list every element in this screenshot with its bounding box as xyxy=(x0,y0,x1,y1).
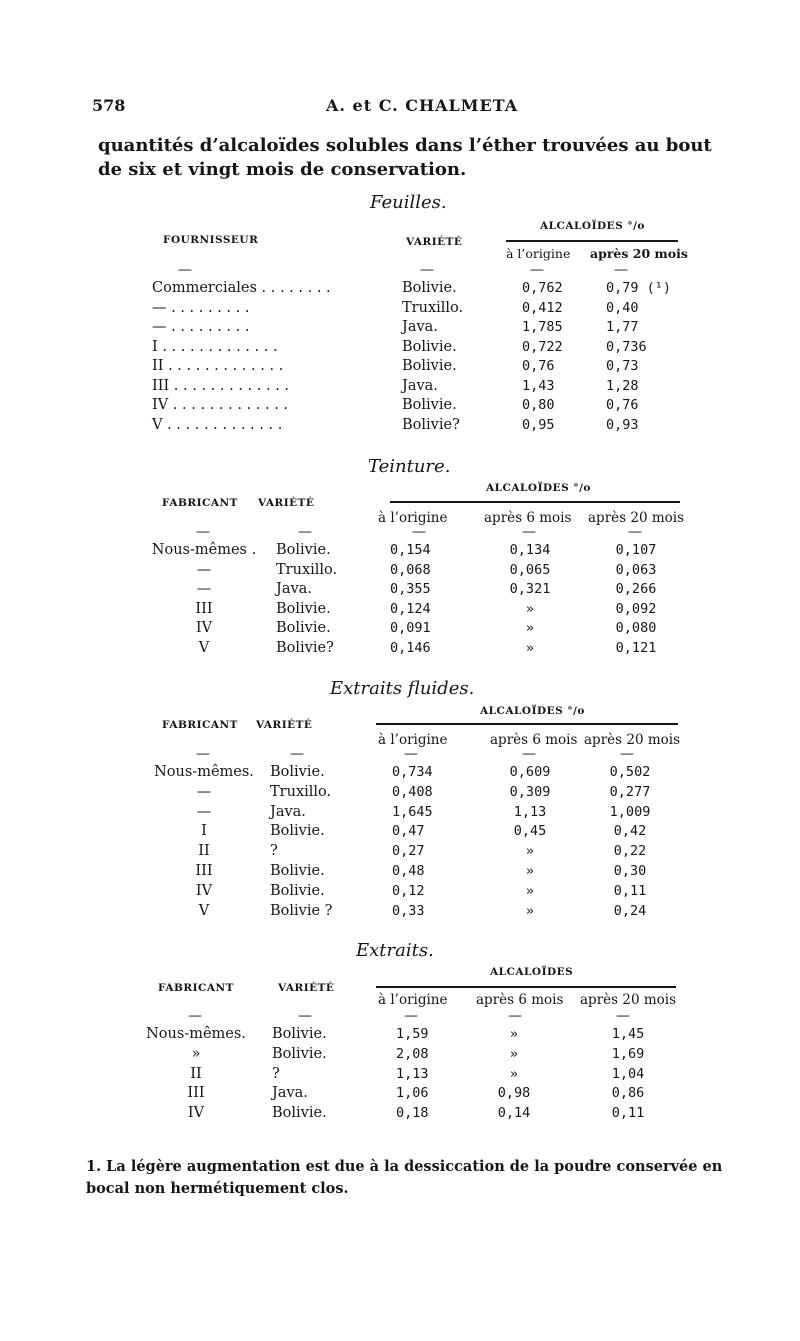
extraits-cell-origine: 1,06 xyxy=(396,1085,429,1102)
extraits-dash: — xyxy=(508,1008,522,1024)
extraits-cell-name: Nous-mêmes. xyxy=(146,1026,246,1042)
running-title: A. et C. CHALMETA xyxy=(326,96,519,115)
extraits-fluides-cell-m20: 1,009 xyxy=(609,803,651,820)
feuilles-cell-m20: 0,93 xyxy=(606,416,639,433)
extraits-col-variete: VARIÉTÉ xyxy=(278,982,335,994)
extraits-fluides-col-fabricant: FABRICANT xyxy=(162,719,238,731)
feuilles-cell-variete: Java. xyxy=(402,377,438,394)
extraits-fluides-cell-origine: 0,27 xyxy=(392,843,425,860)
teinture-cell-m6: 0,065 xyxy=(509,561,551,578)
teinture-dash: — xyxy=(412,524,426,540)
teinture-cell-variete: Bolivie. xyxy=(276,620,331,637)
extraits-cell-origine: 0,18 xyxy=(396,1105,429,1122)
feuilles-cell-variete: Java. xyxy=(402,319,438,335)
feuilles-cell-name: — . . . . . . . . . xyxy=(152,299,250,316)
extraits-fluides-cell-m20: 0,11 xyxy=(613,882,647,899)
extraits-dash: — xyxy=(298,1008,312,1024)
teinture-cell-origine: 0,154 xyxy=(390,542,431,558)
feuilles-cell-m20: 0,79 (¹) xyxy=(606,280,672,296)
feuilles-col-fournisseur: FOURNISSEUR xyxy=(163,234,259,246)
teinture-cell-m6: » xyxy=(525,640,535,656)
extraits-group-header: ALCALOÏDES xyxy=(490,966,574,978)
feuilles-cell-variete: Bolivie. xyxy=(402,358,457,374)
extraits-fluides-cell-name: — xyxy=(196,783,212,800)
teinture-cell-m6: 0,321 xyxy=(509,581,551,598)
teinture-cell-m6: 0,134 xyxy=(509,542,551,558)
extraits-fluides-cell-name: IV xyxy=(195,882,213,899)
extraits-fluides-sub-origine: à l’origine xyxy=(378,732,448,748)
teinture-cell-m20: 0,266 xyxy=(615,581,657,598)
feuilles-cell-name: IV . . . . . . . . . . . . . xyxy=(152,397,289,413)
extraits-cell-m6: » xyxy=(509,1045,519,1062)
extraits-fluides-cell-variete: Java. xyxy=(270,803,306,820)
extraits-dash: — xyxy=(188,1008,202,1024)
teinture-dash: — xyxy=(196,524,210,540)
extraits-fluides-cell-m6: 0,45 xyxy=(513,823,547,840)
extraits-fluides-col-variete: VARIÉTÉ xyxy=(256,719,313,731)
feuilles-cell-variete: Bolivie. xyxy=(402,397,457,413)
extraits-fluides-cell-origine: 0,734 xyxy=(392,764,433,780)
extraits-dash: — xyxy=(616,1008,630,1024)
extraits-fluides-cell-m6: » xyxy=(525,902,535,919)
teinture-dash: — xyxy=(628,524,642,540)
extraits-cell-name: IV xyxy=(187,1105,205,1122)
extraits-cell-m20: 0,11 xyxy=(611,1105,645,1122)
teinture-sub-20: après 20 mois xyxy=(588,510,684,526)
extraits-sub-20: après 20 mois xyxy=(580,992,676,1008)
teinture-cell-name: IV xyxy=(195,620,213,637)
extraits-cell-m20: 1,69 xyxy=(611,1045,645,1062)
teinture-title: Teinture. xyxy=(368,456,451,477)
extraits-fluides-cell-origine: 1,645 xyxy=(392,803,433,820)
extraits-fluides-title: Extraits fluides. xyxy=(330,678,475,699)
teinture-sub-origine: à l’origine xyxy=(378,510,448,526)
feuilles-cell-origine: 0,722 xyxy=(522,338,563,355)
intro-paragraph: quantités d’alcaloïdes solubles dans l’éther trouvées au bout de six et vingt mois de conservation. xyxy=(98,135,712,180)
feuilles-dash: — xyxy=(614,262,628,278)
teinture-cell-m6: » xyxy=(525,600,535,617)
extraits-cell-m6: 0,98 xyxy=(497,1085,531,1102)
extraits-sub-origine: à l’origine xyxy=(378,992,448,1008)
feuilles-cell-variete: Bolivie. xyxy=(402,280,457,296)
teinture-cell-variete: Truxillo. xyxy=(276,561,338,578)
extraits-fluides-cell-name: I xyxy=(201,823,207,840)
feuilles-cell-m20: 0,73 xyxy=(606,358,639,374)
feuilles-cell-variete: Truxillo. xyxy=(402,299,464,316)
teinture-cell-origine: 0,146 xyxy=(390,640,431,656)
extraits-fluides-cell-origine: 0,48 xyxy=(392,863,425,879)
extraits-fluides-cell-m6: » xyxy=(525,863,535,879)
extraits-cell-origine: 2,08 xyxy=(396,1045,429,1062)
extraits-fluides-sub-20: après 20 mois xyxy=(584,732,680,748)
extraits-fluides-cell-m20: 0,502 xyxy=(609,764,651,780)
teinture-cell-name: III xyxy=(195,600,213,617)
extraits-fluides-cell-m20: 0,22 xyxy=(613,843,647,860)
feuilles-cell-m20: 1,28 xyxy=(606,377,639,394)
extraits-fluides-cell-m20: 0,30 xyxy=(613,863,647,879)
teinture-cell-m20: 0,092 xyxy=(615,600,657,617)
feuilles-cell-name: V . . . . . . . . . . . . . xyxy=(152,416,283,433)
extraits-cell-m6: 0,14 xyxy=(497,1105,531,1122)
extraits-cell-name: III xyxy=(187,1085,205,1102)
extraits-fluides-dash: — xyxy=(620,746,634,762)
extraits-cell-name: » xyxy=(191,1045,201,1062)
extraits-fluides-cell-name: Nous-mêmes. xyxy=(154,764,254,780)
teinture-cell-origine: 0,124 xyxy=(390,600,431,617)
teinture-cell-origine: 0,068 xyxy=(390,561,431,578)
extraits-cell-name: II xyxy=(190,1065,202,1082)
extraits-fluides-sub-6: après 6 mois xyxy=(490,732,578,748)
extraits-fluides-cell-variete: Bolivie. xyxy=(270,823,325,840)
teinture-cell-name: Nous-mêmes . xyxy=(151,542,257,558)
teinture-cell-variete: Java. xyxy=(276,581,312,598)
extraits-fluides-cell-name: III xyxy=(195,863,213,879)
extraits-fluides-dash: — xyxy=(404,746,418,762)
extraits-fluides-cell-m20: 0,277 xyxy=(609,783,651,800)
feuilles-cell-origine: 0,412 xyxy=(522,299,563,316)
extraits-fluides-cell-variete: Bolivie. xyxy=(270,882,325,899)
extraits-fluides-cell-name: II xyxy=(198,843,210,860)
feuilles-cell-origine: 0,80 xyxy=(522,397,555,413)
teinture-cell-variete: Bolivie. xyxy=(276,600,331,617)
extraits-fluides-dash: — xyxy=(290,746,304,762)
extraits-cell-variete: Bolivie. xyxy=(272,1026,327,1042)
teinture-cell-variete: Bolivie. xyxy=(276,542,331,558)
teinture-cell-m20: 0,080 xyxy=(615,620,657,637)
teinture-cell-m20: 0,063 xyxy=(615,561,657,578)
extraits-fluides-cell-name: — xyxy=(196,803,212,820)
extraits-cell-variete: Bolivie. xyxy=(272,1045,327,1062)
extraits-fluides-cell-variete: Bolivie. xyxy=(270,863,325,879)
teinture-group-header: ALCALOÏDES °/o xyxy=(486,482,591,494)
extraits-fluides-cell-origine: 0,408 xyxy=(392,783,433,800)
extraits-cell-m20: 1,04 xyxy=(611,1065,645,1082)
extraits-fluides-dash: — xyxy=(522,746,536,762)
extraits-cell-variete: ? xyxy=(272,1065,280,1082)
teinture-cell-m20: 0,107 xyxy=(615,542,657,558)
extraits-fluides-cell-m6: 1,13 xyxy=(513,803,547,820)
feuilles-cell-origine: 0,95 xyxy=(522,416,555,433)
extraits-fluides-cell-m6: 0,309 xyxy=(509,783,551,800)
extraits-fluides-cell-origine: 0,12 xyxy=(392,882,425,899)
feuilles-cell-m20: 0,736 xyxy=(606,338,647,355)
feuilles-cell-name: — . . . . . . . . . xyxy=(152,319,250,335)
extraits-cell-variete: Java. xyxy=(272,1085,308,1102)
feuilles-cell-m20: 1,77 xyxy=(606,319,639,335)
feuilles-cell-m20: 0,76 xyxy=(606,397,639,413)
extraits-col-fabricant: FABRICANT xyxy=(158,982,234,994)
page-number: 578 xyxy=(92,96,126,115)
feuilles-sub-20: après 20 mois xyxy=(590,246,688,261)
extraits-cell-m6: » xyxy=(509,1065,519,1082)
feuilles-cell-name: I . . . . . . . . . . . . . xyxy=(152,338,278,355)
extraits-fluides-cell-name: V xyxy=(198,902,210,919)
teinture-cell-name: — xyxy=(196,581,212,598)
extraits-fluides-cell-origine: 0,47 xyxy=(392,823,425,840)
teinture-cell-m20: 0,121 xyxy=(615,640,657,656)
extraits-fluides-cell-variete: Bolivie. xyxy=(270,764,325,780)
extraits-cell-origine: 1,13 xyxy=(396,1065,429,1082)
extraits-fluides-dash: — xyxy=(196,746,210,762)
feuilles-sub-origine: à l’origine xyxy=(506,246,571,261)
feuilles-cell-origine: 1,785 xyxy=(522,319,563,335)
feuilles-dash: — xyxy=(420,262,434,278)
footnote: 1. La légère augmentation est due à la dessiccation de la poudre conservée en bocal non hermétiquement clos. xyxy=(86,1158,723,1197)
teinture-brace xyxy=(390,501,680,503)
teinture-col-fabricant: FABRICANT xyxy=(162,497,238,509)
extraits-fluides-group-header: ALCALOÏDES °/o xyxy=(480,705,585,717)
feuilles-dash: — xyxy=(178,262,192,278)
feuilles-title: Feuilles. xyxy=(370,192,447,213)
extraits-fluides-brace xyxy=(376,723,678,725)
extraits-sub-6: après 6 mois xyxy=(476,992,564,1008)
feuilles-brace xyxy=(506,240,678,242)
feuilles-cell-m20: 0,40 xyxy=(606,299,639,316)
extraits-cell-m20: 0,86 xyxy=(611,1085,645,1102)
extraits-fluides-cell-m6: » xyxy=(525,843,535,860)
extraits-fluides-cell-origine: 0,33 xyxy=(392,902,425,919)
feuilles-cell-name: II . . . . . . . . . . . . . xyxy=(152,358,284,374)
feuilles-dash: — xyxy=(530,262,544,278)
feuilles-group-header: ALCALOÏDES °/o xyxy=(540,220,645,232)
extraits-fluides-cell-variete: ? xyxy=(270,843,278,860)
teinture-cell-variete: Bolivie? xyxy=(276,640,334,656)
feuilles-cell-origine: 0,762 xyxy=(522,280,563,296)
feuilles-cell-name: III . . . . . . . . . . . . . xyxy=(152,377,290,394)
teinture-sub-6: après 6 mois xyxy=(484,510,572,526)
extraits-brace xyxy=(376,986,676,988)
feuilles-cell-variete: Bolivie? xyxy=(402,416,460,433)
feuilles-cell-origine: 1,43 xyxy=(522,377,555,394)
feuilles-col-variete: VARIÉTÉ xyxy=(406,236,463,248)
teinture-cell-m6: » xyxy=(525,620,535,637)
extraits-fluides-cell-variete: Truxillo. xyxy=(270,783,332,800)
teinture-dash: — xyxy=(298,524,312,540)
teinture-col-variete: VARIÉTÉ xyxy=(258,497,315,509)
extraits-fluides-cell-m6: 0,609 xyxy=(509,764,551,780)
extraits-fluides-cell-m20: 0,42 xyxy=(613,823,647,840)
extraits-fluides-cell-variete: Bolivie ? xyxy=(270,902,333,919)
extraits-fluides-cell-m6: » xyxy=(525,882,535,899)
teinture-cell-origine: 0,091 xyxy=(390,620,431,637)
extraits-cell-m20: 1,45 xyxy=(611,1026,645,1042)
extraits-fluides-cell-m20: 0,24 xyxy=(613,902,647,919)
feuilles-cell-variete: Bolivie. xyxy=(402,338,457,355)
feuilles-cell-origine: 0,76 xyxy=(522,358,555,374)
feuilles-cell-name: Commerciales . . . . . . . . xyxy=(152,280,331,296)
teinture-dash: — xyxy=(522,524,536,540)
teinture-cell-origine: 0,355 xyxy=(390,581,431,598)
extraits-cell-origine: 1,59 xyxy=(396,1026,429,1042)
extraits-dash: — xyxy=(404,1008,418,1024)
teinture-cell-name: V xyxy=(198,640,210,656)
extraits-cell-variete: Bolivie. xyxy=(272,1105,327,1122)
teinture-cell-name: — xyxy=(196,561,212,578)
extraits-title: Extraits. xyxy=(356,940,434,961)
extraits-cell-m6: » xyxy=(509,1026,519,1042)
